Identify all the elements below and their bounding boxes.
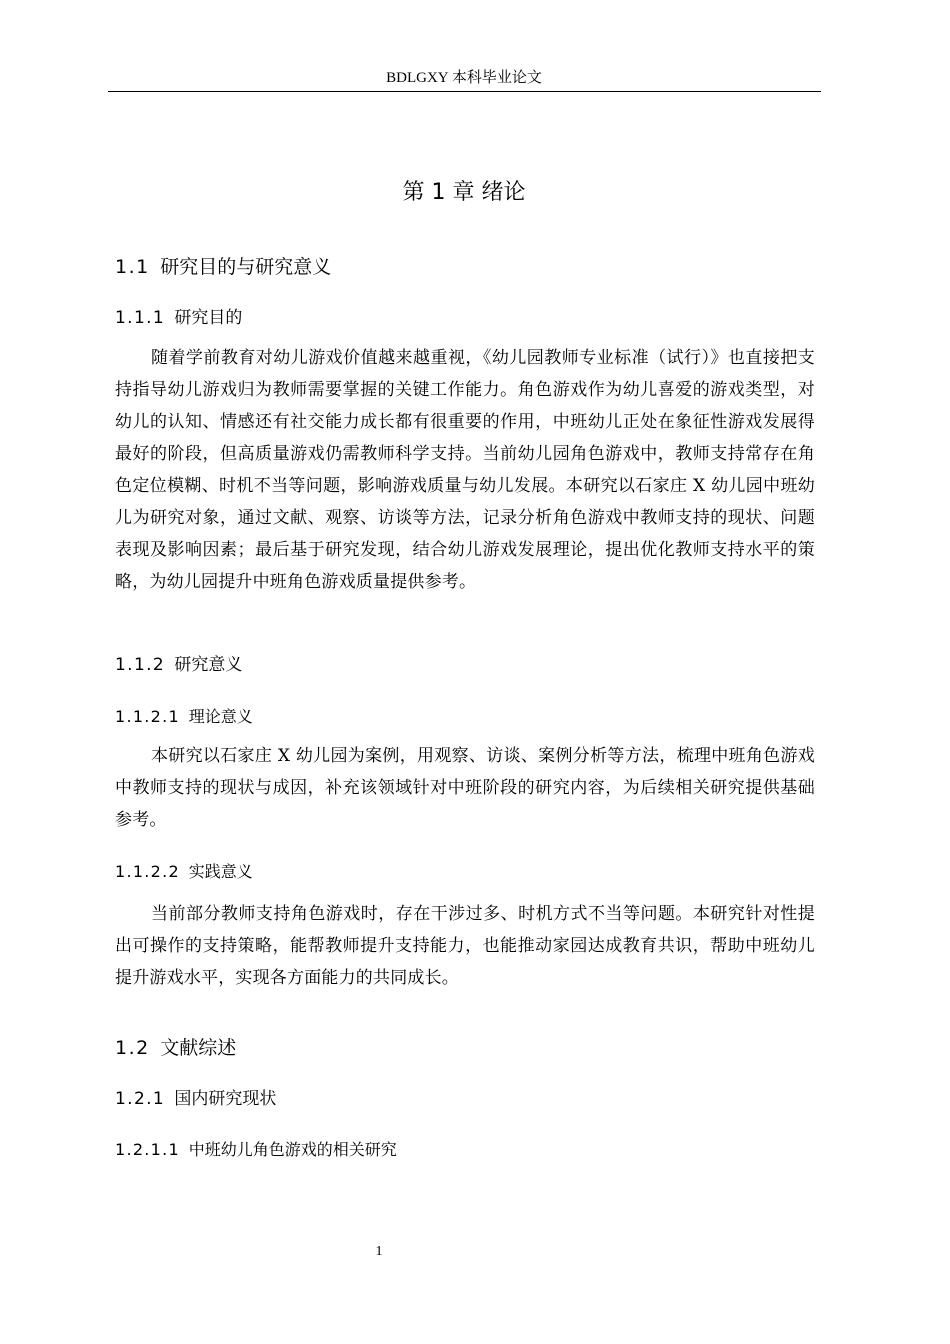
section-number: 1.1.2.2	[115, 862, 180, 881]
section-heading-1-1-1	[115, 305, 242, 331]
section-heading-1-1	[115, 253, 331, 281]
running-header: BDLGXY 本科毕业论文	[386, 70, 542, 86]
section-number: 1.2.1	[115, 1089, 166, 1109]
section-title: 文献综述	[160, 1037, 237, 1059]
paragraph-research-purpose: 随着学前教育对幼儿游戏价值越来越重视，《幼儿园教师专业标准（试行）》也直接把支持指导幼儿游戏归为教师需要掌握的关键工作能力。角色游戏作为幼儿喜爱的游戏类型，对幼儿的认知、情感还有社交能力成长都有很重要的作用，中班幼儿正处在象征性游戏发展得最好的阶段，但高质量游戏仍需教师科学支持。当前幼儿园角色游戏中，教师支持常存在角色定位模糊、时机不当等问题，影响游戏质量与幼儿发展。本研究以石家庄 X 幼儿园中班幼儿为研究对象，通过文献、观察、访谈等方法，记录分析角色游戏中教师支持的现状、问题表现及影响因素；最后基于研究发现，结合幼儿游戏发展理论，提出优化教师支持水平的策略，为幼儿园提升中班角色游戏质量提供参考。	[115, 348, 815, 592]
section-title: 实践意义	[188, 862, 253, 881]
section-number: 1.1	[115, 256, 150, 278]
page-number: 1	[375, 1244, 383, 1259]
section-heading-1-2-1	[115, 1086, 276, 1112]
section-title: 国内研究现状	[174, 1089, 277, 1109]
section-title: 研究目的	[174, 308, 243, 328]
section-number: 1.2.1.1	[115, 1140, 180, 1159]
section-title: 理论意义	[188, 707, 253, 726]
section-heading-1-2	[115, 1034, 236, 1062]
section-title: 研究意义	[174, 655, 243, 675]
chapter-title: 第 1 章 绪论	[402, 180, 526, 205]
paragraph-practical-significance: 当前部分教师支持角色游戏时，存在干涉过多、时机方式不当等问题。本研究针对性提出可操作的支持策略，能帮教师提升支持能力，也能推动家园达成教育共识，帮助中班幼儿提升游戏水平，实现各方面能力的共同成长。	[115, 904, 815, 988]
section-title: 中班幼儿角色游戏的相关研究	[188, 1140, 397, 1159]
section-title: 研究目的与研究意义	[160, 256, 332, 278]
section-number: 1.2	[115, 1037, 150, 1059]
section-heading-1-2-1-1	[115, 1138, 397, 1162]
section-number: 1.1.1	[115, 308, 166, 328]
section-number: 1.1.2	[115, 655, 166, 675]
paragraph-theoretical-significance: 本研究以石家庄 X 幼儿园为案例，用观察、访谈、案例分析等方法，梳理中班角色游戏中教师支持的现状与成因，补充该领域针对中班阶段的研究内容，为后续相关研究提供基础参考。	[115, 746, 815, 830]
section-number: 1.1.2.1	[115, 707, 180, 726]
header-rule	[108, 91, 821, 92]
section-heading-1-1-2	[115, 652, 242, 678]
section-heading-1-1-2-2	[115, 860, 253, 884]
section-heading-1-1-2-1	[115, 705, 253, 729]
